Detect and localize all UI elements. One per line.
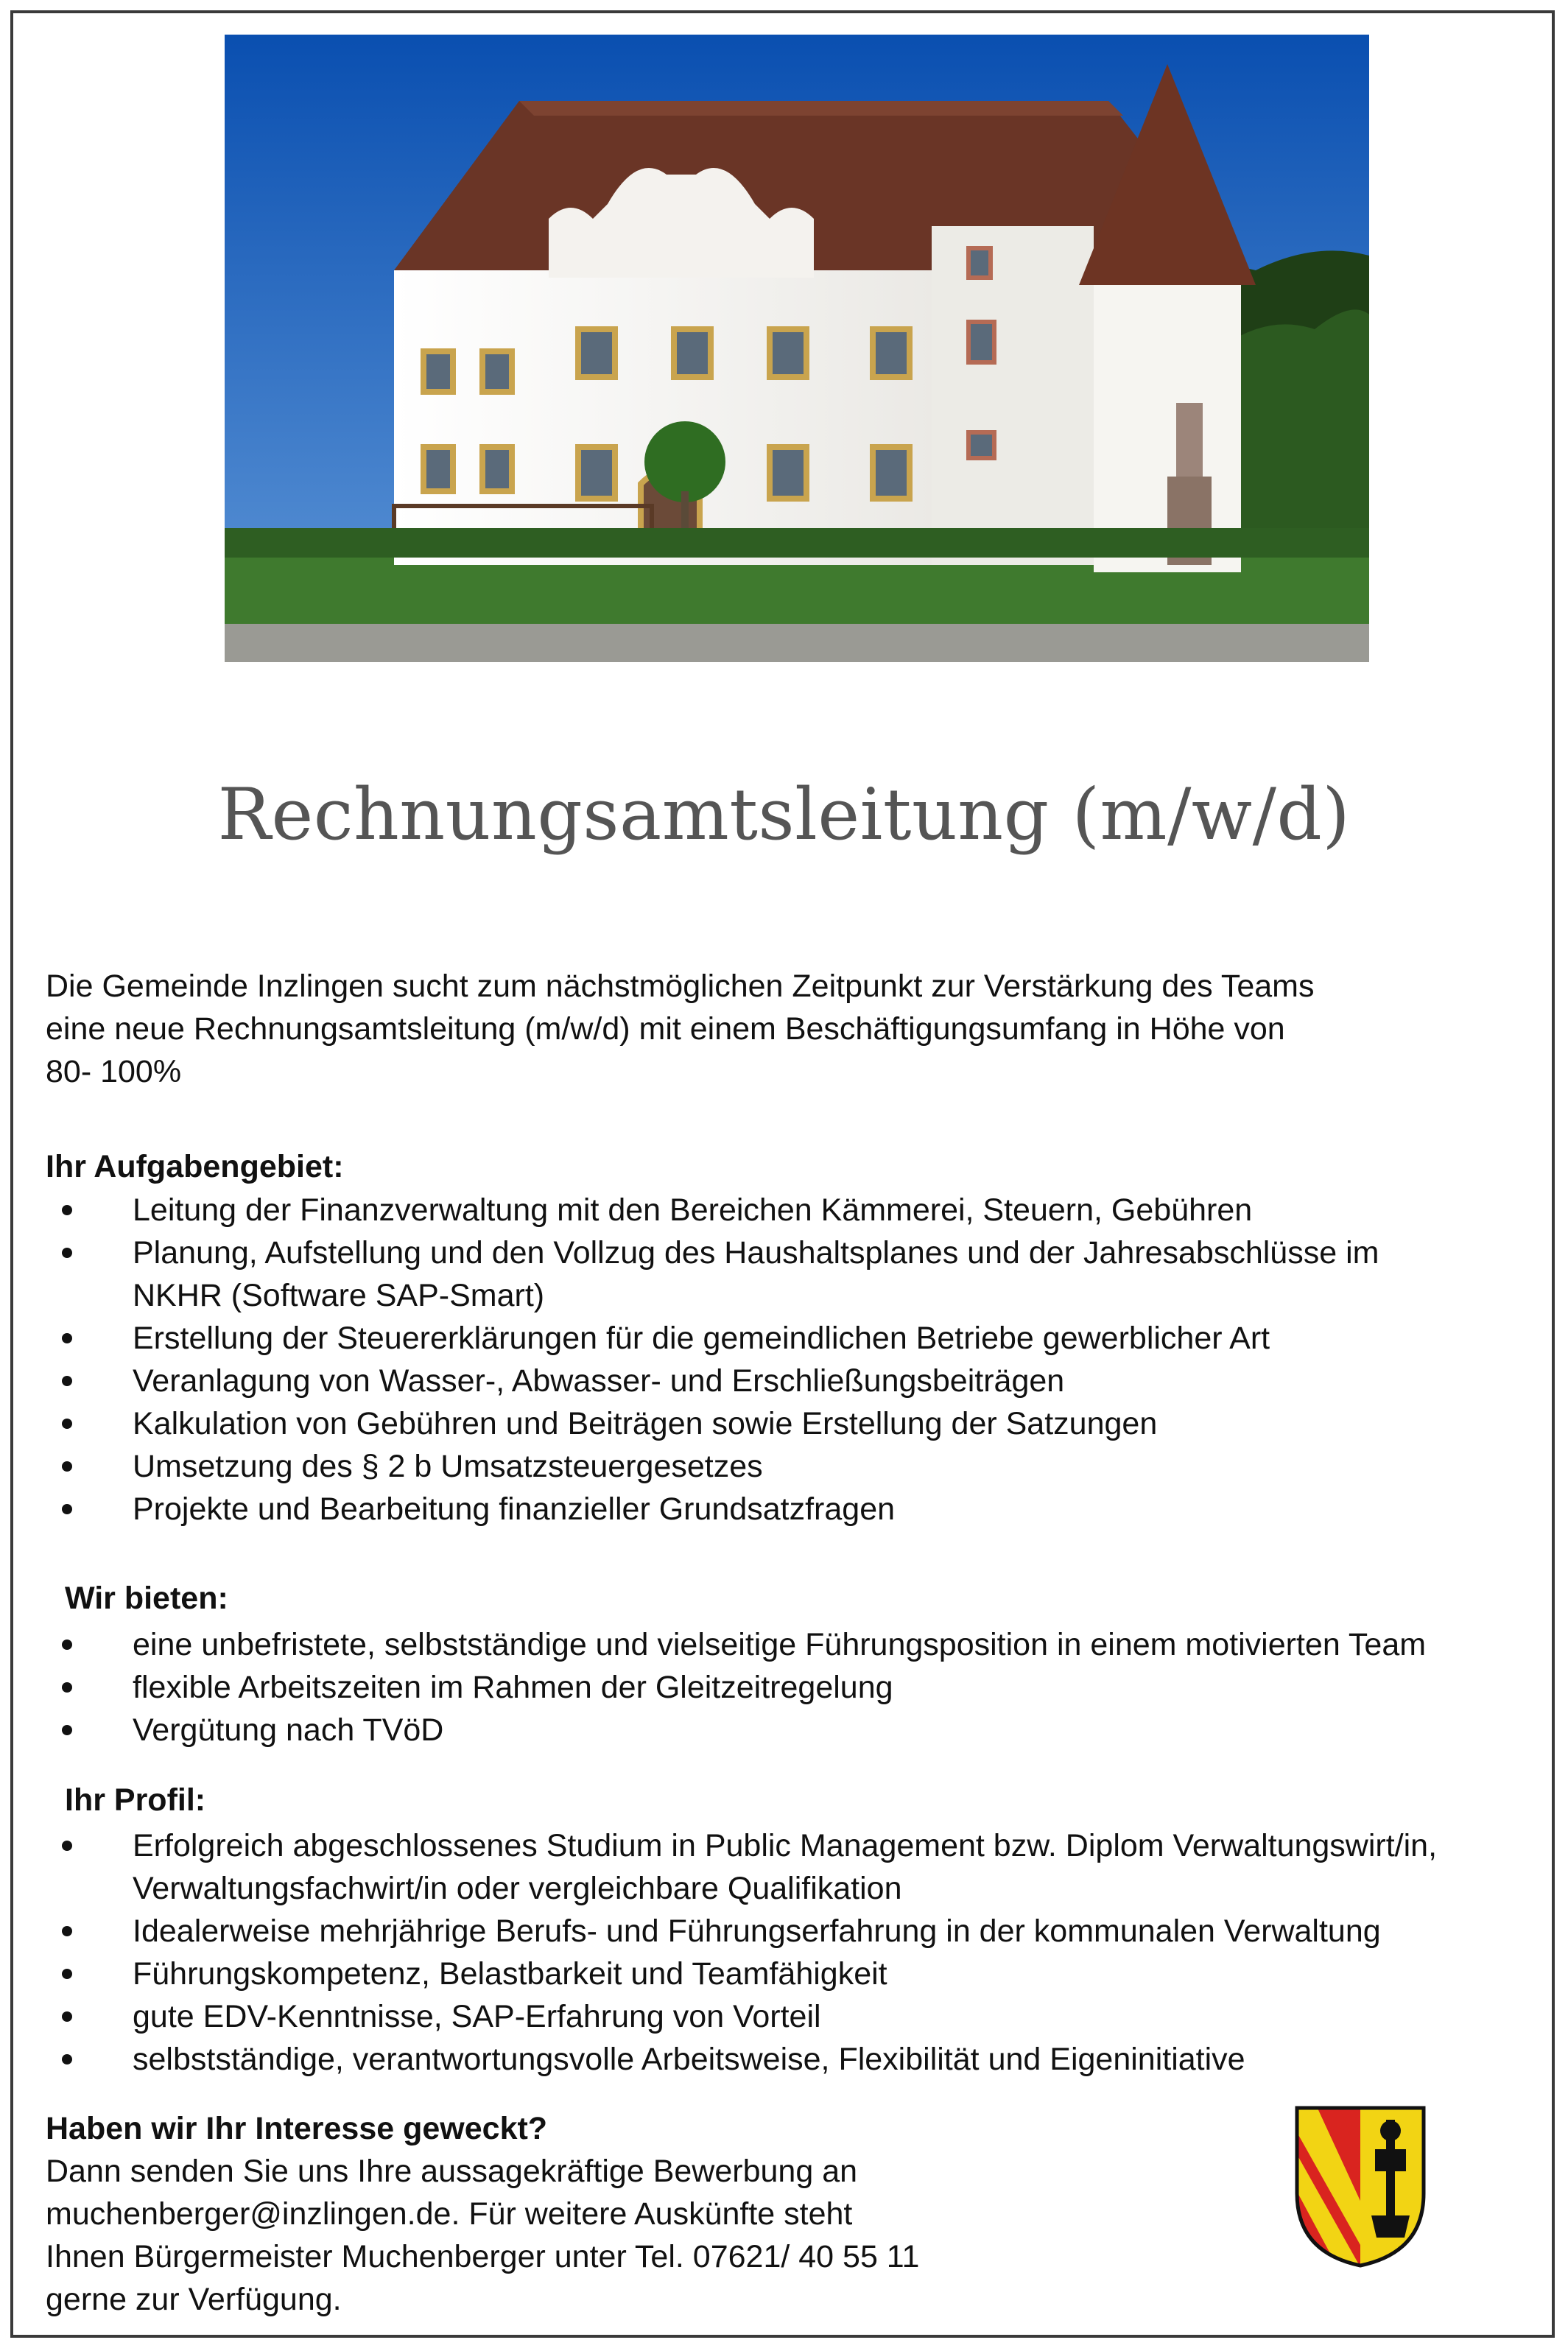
profile-heading: Ihr Profil:: [65, 1782, 206, 1818]
bullet-icon: [62, 2054, 72, 2064]
email-link[interactable]: muchenberger@inzlingen.de: [46, 2196, 451, 2232]
bullet-icon: [62, 1504, 72, 1514]
list-item: selbstständige, verantwortungsvolle Arbeitsweise, Flexibilität und Eigeninitiative: [0, 2038, 1568, 2081]
tasks-list: [0, 1189, 1568, 1531]
castle-photo: [225, 35, 1369, 662]
contact-line: gerne zur Verfügung.: [46, 2282, 342, 2317]
bullet-icon: [62, 1725, 72, 1735]
contact-email-line: [46, 2193, 919, 2235]
bullet-icon: [62, 1248, 72, 1258]
contact-heading: Haben wir Ihr Interesse geweckt?: [46, 2111, 548, 2146]
contact-line: Ihnen Bürgermeister Muchenberger unter Tel. 07621/ 40 55 11: [46, 2239, 920, 2274]
bullet-icon: [62, 1682, 72, 1693]
page-title: Rechnungsamtsleitung (m/w/d): [217, 773, 1351, 856]
list-item: flexible Arbeitszeiten im Rahmen der Gleitzeitregelung: [0, 1666, 1568, 1709]
tasks-heading: Ihr Aufgabengebiet:: [46, 1149, 344, 1184]
list-item: Erfolgreich abgeschlossenes Studium in Public Management bzw. Diplom Verwaltungswirt/in, Verwaltungsfachwirt/in oder vergleichbare Qualifikation: [0, 1824, 1568, 1910]
intro-paragraph: [46, 965, 1526, 1093]
bullet-icon: [62, 1841, 72, 1851]
bullet-icon: [62, 1376, 72, 1386]
coat-of-arms-icon: [1294, 2105, 1427, 2269]
list-item: gute EDV-Kenntnisse, SAP-Erfahrung von Vorteil: [0, 1995, 1568, 2038]
bullet-icon: [62, 1926, 72, 1936]
profile-list: [0, 1824, 1568, 2081]
bullet-icon: [62, 2011, 72, 2022]
intro-line: eine neue Rechnungsamtsleitung (m/w/d) mit einem Beschäftigungsumfang in Höhe von: [46, 1011, 1285, 1047]
list-item: Planung, Aufstellung und den Vollzug des Haushaltsplanes und der Jahresabschlüsse im NKHR (Software SAP-Smart): [0, 1231, 1568, 1317]
list-item: Führungskompetenz, Belastbarkeit und Teamfähigkeit: [0, 1953, 1568, 1995]
intro-line: 80- 100%: [46, 1054, 182, 1089]
bullet-icon: [62, 1461, 72, 1472]
contact-block: [46, 2107, 919, 2321]
list-item: Kalkulation von Gebühren und Beiträgen sowie Erstellung der Satzungen: [0, 1402, 1568, 1445]
bullet-icon: [62, 1333, 72, 1343]
intro-line: Die Gemeinde Inzlingen sucht zum nächstmöglichen Zeitpunkt zur Verstärkung des Teams: [46, 969, 1315, 1004]
offer-heading: Wir bieten:: [65, 1581, 228, 1616]
list-item: Vergütung nach TVöD: [0, 1709, 1568, 1751]
bullet-icon: [62, 1640, 72, 1650]
contact-line: Dann senden Sie uns Ihre aussagekräftige Bewerbung an: [46, 2154, 858, 2189]
bullet-icon: [62, 1969, 72, 1979]
bullet-icon: [62, 1205, 72, 1215]
list-item: Leitung der Finanzverwaltung mit den Bereichen Kämmerei, Steuern, Gebühren: [0, 1189, 1568, 1231]
bullet-icon: [62, 1419, 72, 1429]
list-item: Projekte und Bearbeitung finanzieller Grundsatzfragen: [0, 1488, 1568, 1531]
list-item: Umsetzung des § 2 b Umsatzsteuergesetzes: [0, 1445, 1568, 1488]
offer-list: [0, 1623, 1568, 1751]
list-item: eine unbefristete, selbstständige und vielseitige Führungsposition in einem motivierten Team: [0, 1623, 1568, 1666]
contact-line-rest: . Für weitere Auskünfte steht: [451, 2196, 853, 2232]
list-item: Veranlagung von Wasser-, Abwasser- und Erschließungsbeiträgen: [0, 1360, 1568, 1402]
list-item: Idealerweise mehrjährige Berufs- und Führungserfahrung in der kommunalen Verwaltung: [0, 1910, 1568, 1953]
list-item: Erstellung der Steuererklärungen für die gemeindlichen Betriebe gewerblicher Art: [0, 1317, 1568, 1360]
